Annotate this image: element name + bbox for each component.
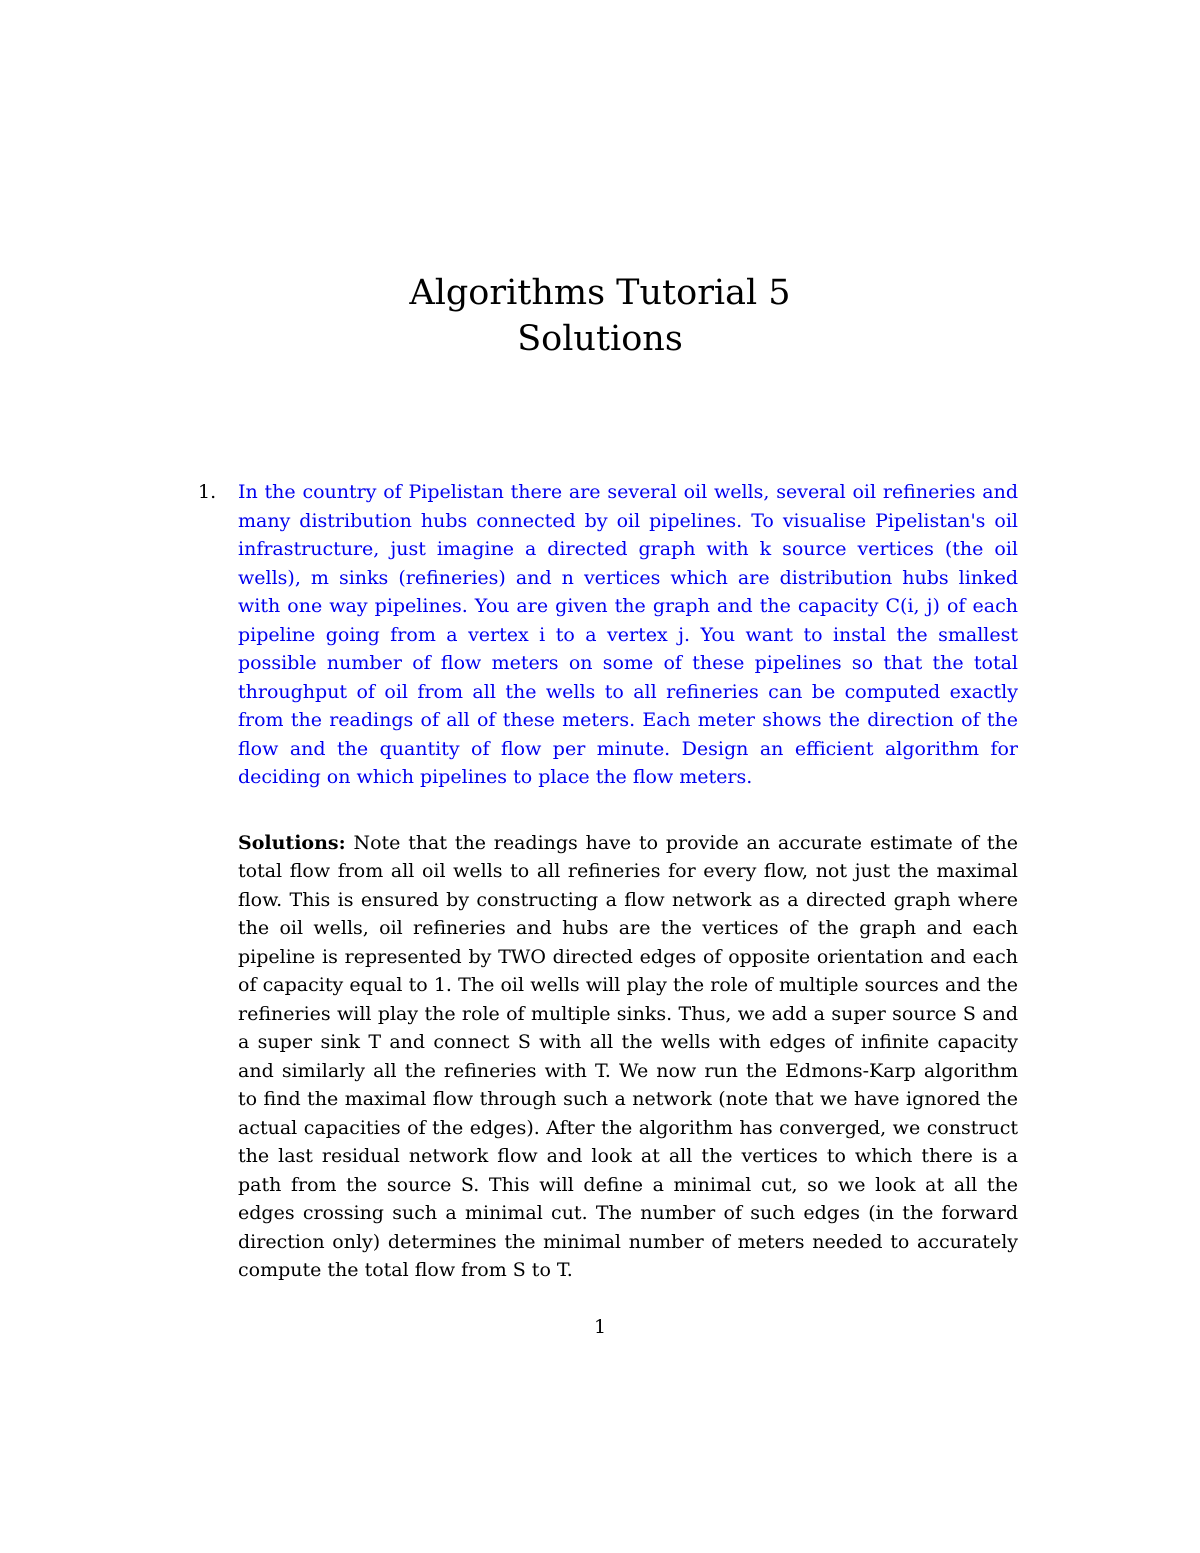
solution-paragraph	[238, 829, 1018, 1285]
problem-statement: In the country of Pipelistan there are several oil wells, several oil refineries and many distribution hubs connected by oil pipelines. To visualise Pipelistan's oil infrastructure, just imagine a directed graph with k source vertices (the oil wells), m sinks (refineries) and n vertices which are distribution hubs linked with one way pipelines. You are given the graph and the capacity C(i, j) of each pipeline going from a vertex i to a vertex j. You want to instal the smallest possible number of flow meters on some of these pipelines so that the total throughput of oil from all the wells to all refineries can be computed exactly from the readings of all of these meters. Each meter shows the direction of the flow and the quantity of flow per minute. Design an efficient algorithm for deciding on which pipelines to place the flow meters.	[238, 481, 1018, 788]
solution-text: Note that the readings have to provide an accurate estimate of the total flow from all oil wells to all refineries for every flow, not just the maximal flow. This is ensured by constructing a flow network as a directed graph where the oil wells, oil refineries and hubs are the vertices of the graph and each pipeline is represented by TWO directed edges of opposite orientation and each of capacity equal to 1. The oil wells will play the role of multiple sources and the refineries will play the role of multiple sinks. Thus, we add a super source S and a super sink T and connect S with all the wells with edges of infinite capacity and similarly all the refineries with T. We now run the Edmons-Karp algorithm to find the maximal flow through such a network (note that we have ignored the actual capacities of the edges). After the algorithm has converged, we construct the last residual network flow and look at all the vertices to which there is a path from the source S. This will define a minimal cut, so we look at all the edges crossing such a minimal cut. The number of such edges (in the forward direction only) determines the minimal number of meters needed to accurately compute the total flow from S to T.	[238, 831, 1018, 1281]
title-line-2: Solutions	[517, 319, 683, 359]
problem-number: 1.	[198, 481, 217, 503]
solution-label: Solutions:	[238, 831, 346, 854]
page-number: 1	[593, 1316, 607, 1338]
problem-item	[198, 478, 1028, 1285]
document-title	[0, 270, 1200, 362]
title-line-1: Algorithms Tutorial 5	[409, 273, 791, 313]
